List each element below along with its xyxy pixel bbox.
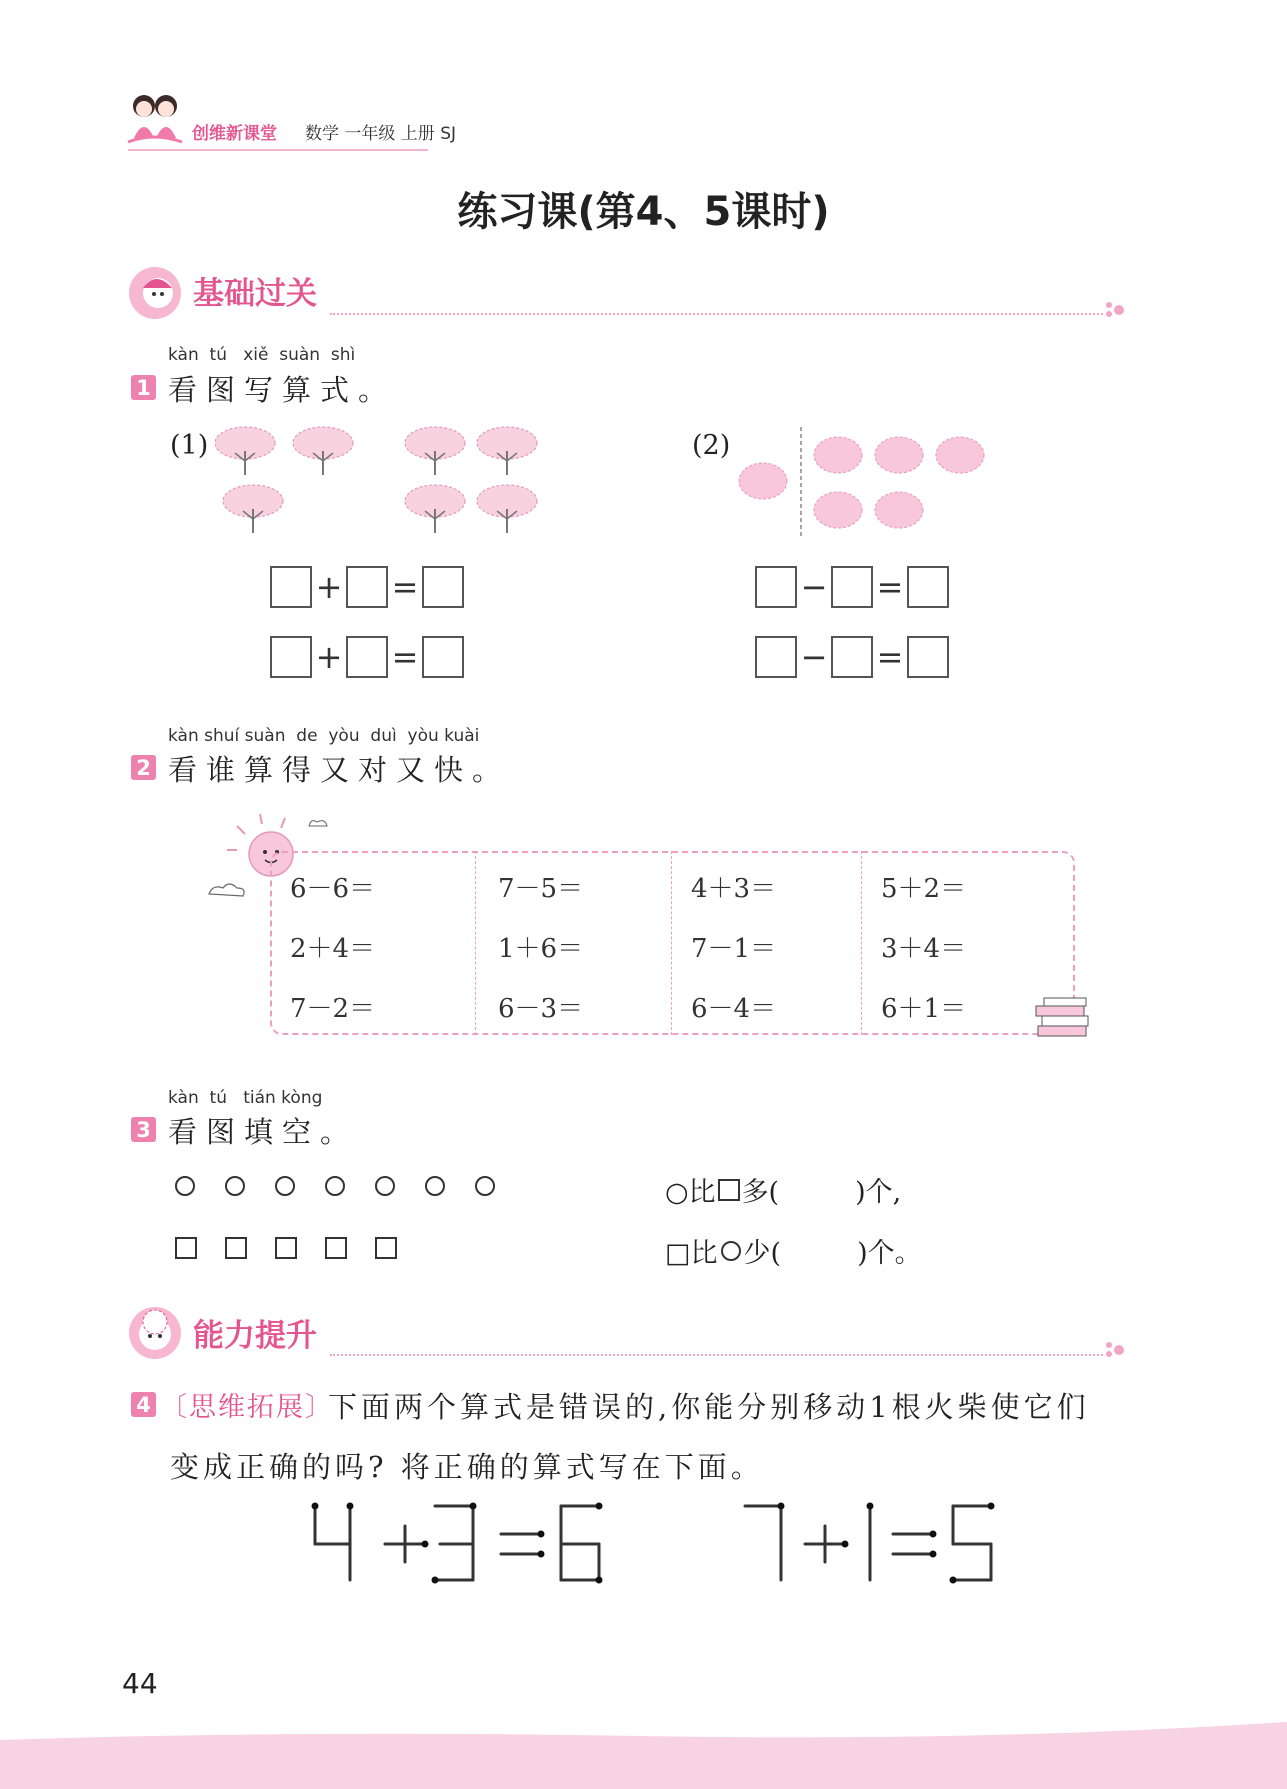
page-number: 44 bbox=[122, 1667, 158, 1700]
section-basic-badge bbox=[128, 266, 182, 320]
q2-col-divider bbox=[861, 851, 862, 1035]
calc-item[interactable]: 6＋1＝ bbox=[881, 994, 967, 1024]
q3-compare-line2 bbox=[665, 1231, 922, 1270]
answer-box[interactable] bbox=[755, 636, 797, 678]
minus-sign: − bbox=[800, 568, 828, 606]
calc-item[interactable]: 7－5＝ bbox=[498, 874, 584, 904]
circle-shape bbox=[275, 1176, 295, 1196]
calc-item[interactable]: 4＋3＝ bbox=[691, 874, 777, 904]
equals-sign: = bbox=[391, 568, 419, 606]
tree-icon bbox=[477, 427, 537, 475]
square-shape bbox=[225, 1237, 247, 1259]
plus-sign: + bbox=[315, 568, 343, 606]
compare-text: □比 bbox=[665, 1238, 718, 1269]
page-title: 练习课(第4、5课时) bbox=[457, 189, 830, 235]
q2-col-divider bbox=[671, 851, 672, 1035]
circle-shape bbox=[325, 1176, 345, 1196]
compare-text: )个。 bbox=[857, 1238, 922, 1269]
compare-text: 多( bbox=[741, 1177, 780, 1208]
answer-box[interactable] bbox=[831, 566, 873, 608]
tree-icon bbox=[405, 427, 465, 475]
q1-part2-equation-row bbox=[755, 566, 949, 608]
calc-item[interactable]: 5＋2＝ bbox=[881, 874, 967, 904]
calc-item[interactable]: 7－1＝ bbox=[691, 934, 777, 964]
calc-item[interactable]: 2＋4＝ bbox=[290, 934, 376, 964]
book-subject: 数学 一年级 上册 SJ bbox=[305, 124, 457, 144]
tree-icon bbox=[293, 427, 353, 475]
egg-icon bbox=[739, 463, 787, 499]
circle-shape bbox=[225, 1176, 245, 1196]
answer-box[interactable] bbox=[831, 636, 873, 678]
q1-part1-label: (1) bbox=[170, 430, 209, 461]
q3-compare-line1 bbox=[665, 1170, 901, 1209]
circle-shape bbox=[721, 1241, 741, 1261]
answer-box[interactable] bbox=[270, 566, 312, 608]
square-row bbox=[175, 1237, 397, 1259]
q1-part1-equation-row bbox=[270, 566, 464, 608]
q4-number: 4 bbox=[131, 1392, 156, 1417]
header-logo bbox=[124, 88, 186, 150]
circle-row bbox=[175, 1176, 495, 1196]
circle-shape bbox=[175, 1176, 195, 1196]
egg-icon bbox=[875, 492, 923, 528]
egg-icon bbox=[875, 437, 923, 473]
answer-box[interactable] bbox=[907, 566, 949, 608]
header-rule bbox=[128, 149, 428, 151]
equals-sign: = bbox=[391, 638, 419, 676]
q1-number: 1 bbox=[131, 375, 156, 400]
calc-item[interactable]: 6－4＝ bbox=[691, 994, 777, 1024]
girl-avatar-icon bbox=[128, 266, 182, 320]
square-shape bbox=[175, 1237, 197, 1259]
matchstick-equation-2 bbox=[735, 1500, 1005, 1590]
q1-text: 看图写算式。 bbox=[168, 373, 397, 407]
q2-pinyin: kàn shuí suàn de yòu duì yòu kuài bbox=[168, 726, 480, 746]
answer-box[interactable] bbox=[346, 636, 388, 678]
answer-box[interactable] bbox=[422, 636, 464, 678]
calc-item[interactable]: 1＋6＝ bbox=[498, 934, 584, 964]
circle-shape bbox=[475, 1176, 495, 1196]
answer-box[interactable] bbox=[907, 636, 949, 678]
q2-col-divider bbox=[475, 851, 476, 1035]
minus-sign: − bbox=[800, 638, 828, 676]
q1-part2-label: (2) bbox=[692, 430, 731, 461]
calc-item[interactable]: 3＋4＝ bbox=[881, 934, 967, 964]
q1-pinyin: kàn tú xiě suàn shì bbox=[168, 345, 356, 365]
compare-text: ○比 bbox=[665, 1177, 716, 1208]
q4-tag: 〔思维拓展〕 bbox=[160, 1392, 334, 1423]
section-advanced-title: 能力提升 bbox=[193, 1318, 317, 1354]
footer-wave bbox=[0, 1700, 1287, 1789]
answer-box[interactable] bbox=[755, 566, 797, 608]
equals-sign: = bbox=[876, 638, 904, 676]
equals-sign: = bbox=[876, 568, 904, 606]
compare-text: )个, bbox=[855, 1177, 902, 1208]
tree-icon bbox=[223, 485, 283, 533]
q3-pinyin: kàn tú tián kòng bbox=[168, 1088, 323, 1108]
q4-text-line1: 下面两个算式是错误的,你能分别移动1根火柴使它们 bbox=[328, 1390, 1090, 1424]
matchstick-equation-1 bbox=[305, 1500, 615, 1590]
tree-picture bbox=[215, 425, 545, 540]
q3-text: 看图填空。 bbox=[168, 1115, 359, 1149]
tree-icon bbox=[405, 485, 465, 533]
calc-item[interactable]: 6－3＝ bbox=[498, 994, 584, 1024]
egg-icon bbox=[814, 492, 862, 528]
egg-icon bbox=[936, 437, 984, 473]
square-shape bbox=[325, 1237, 347, 1259]
q4-text-line2: 变成正确的吗? 将正确的算式写在下面。 bbox=[170, 1450, 764, 1484]
tree-icon bbox=[477, 485, 537, 533]
compare-text: 少( bbox=[743, 1238, 782, 1269]
kids-logo-icon bbox=[124, 88, 186, 150]
section-divider-dots-icon bbox=[1104, 1340, 1130, 1364]
egg-icon bbox=[814, 437, 862, 473]
square-shape bbox=[718, 1179, 740, 1201]
section-divider-dots-icon bbox=[1104, 300, 1130, 324]
circle-shape bbox=[425, 1176, 445, 1196]
plus-sign: + bbox=[315, 638, 343, 676]
section-advanced-badge bbox=[128, 1306, 182, 1360]
square-shape bbox=[275, 1237, 297, 1259]
circle-shape bbox=[375, 1176, 395, 1196]
section-basic-title: 基础过关 bbox=[193, 276, 317, 312]
grandma-avatar-icon bbox=[128, 1306, 182, 1360]
egg-picture bbox=[735, 425, 995, 540]
calc-item[interactable]: 6－6＝ bbox=[290, 874, 376, 904]
q1-part2-equation-row bbox=[755, 636, 949, 678]
q2-text: 看谁算得又对又快。 bbox=[168, 753, 511, 787]
tree-icon bbox=[215, 427, 275, 475]
brand-name: 创维新课堂 bbox=[192, 124, 277, 144]
square-shape bbox=[375, 1237, 397, 1259]
answer-box[interactable] bbox=[270, 636, 312, 678]
q1-part1-equation-row bbox=[270, 636, 464, 678]
q3-number: 3 bbox=[131, 1117, 156, 1142]
answer-box[interactable] bbox=[346, 566, 388, 608]
answer-box[interactable] bbox=[422, 566, 464, 608]
q2-number: 2 bbox=[131, 755, 156, 780]
section-advanced-divider bbox=[330, 1354, 1103, 1356]
calc-item[interactable]: 7－2＝ bbox=[290, 994, 376, 1024]
books-icon bbox=[1034, 996, 1094, 1042]
section-basic-divider bbox=[330, 313, 1103, 315]
